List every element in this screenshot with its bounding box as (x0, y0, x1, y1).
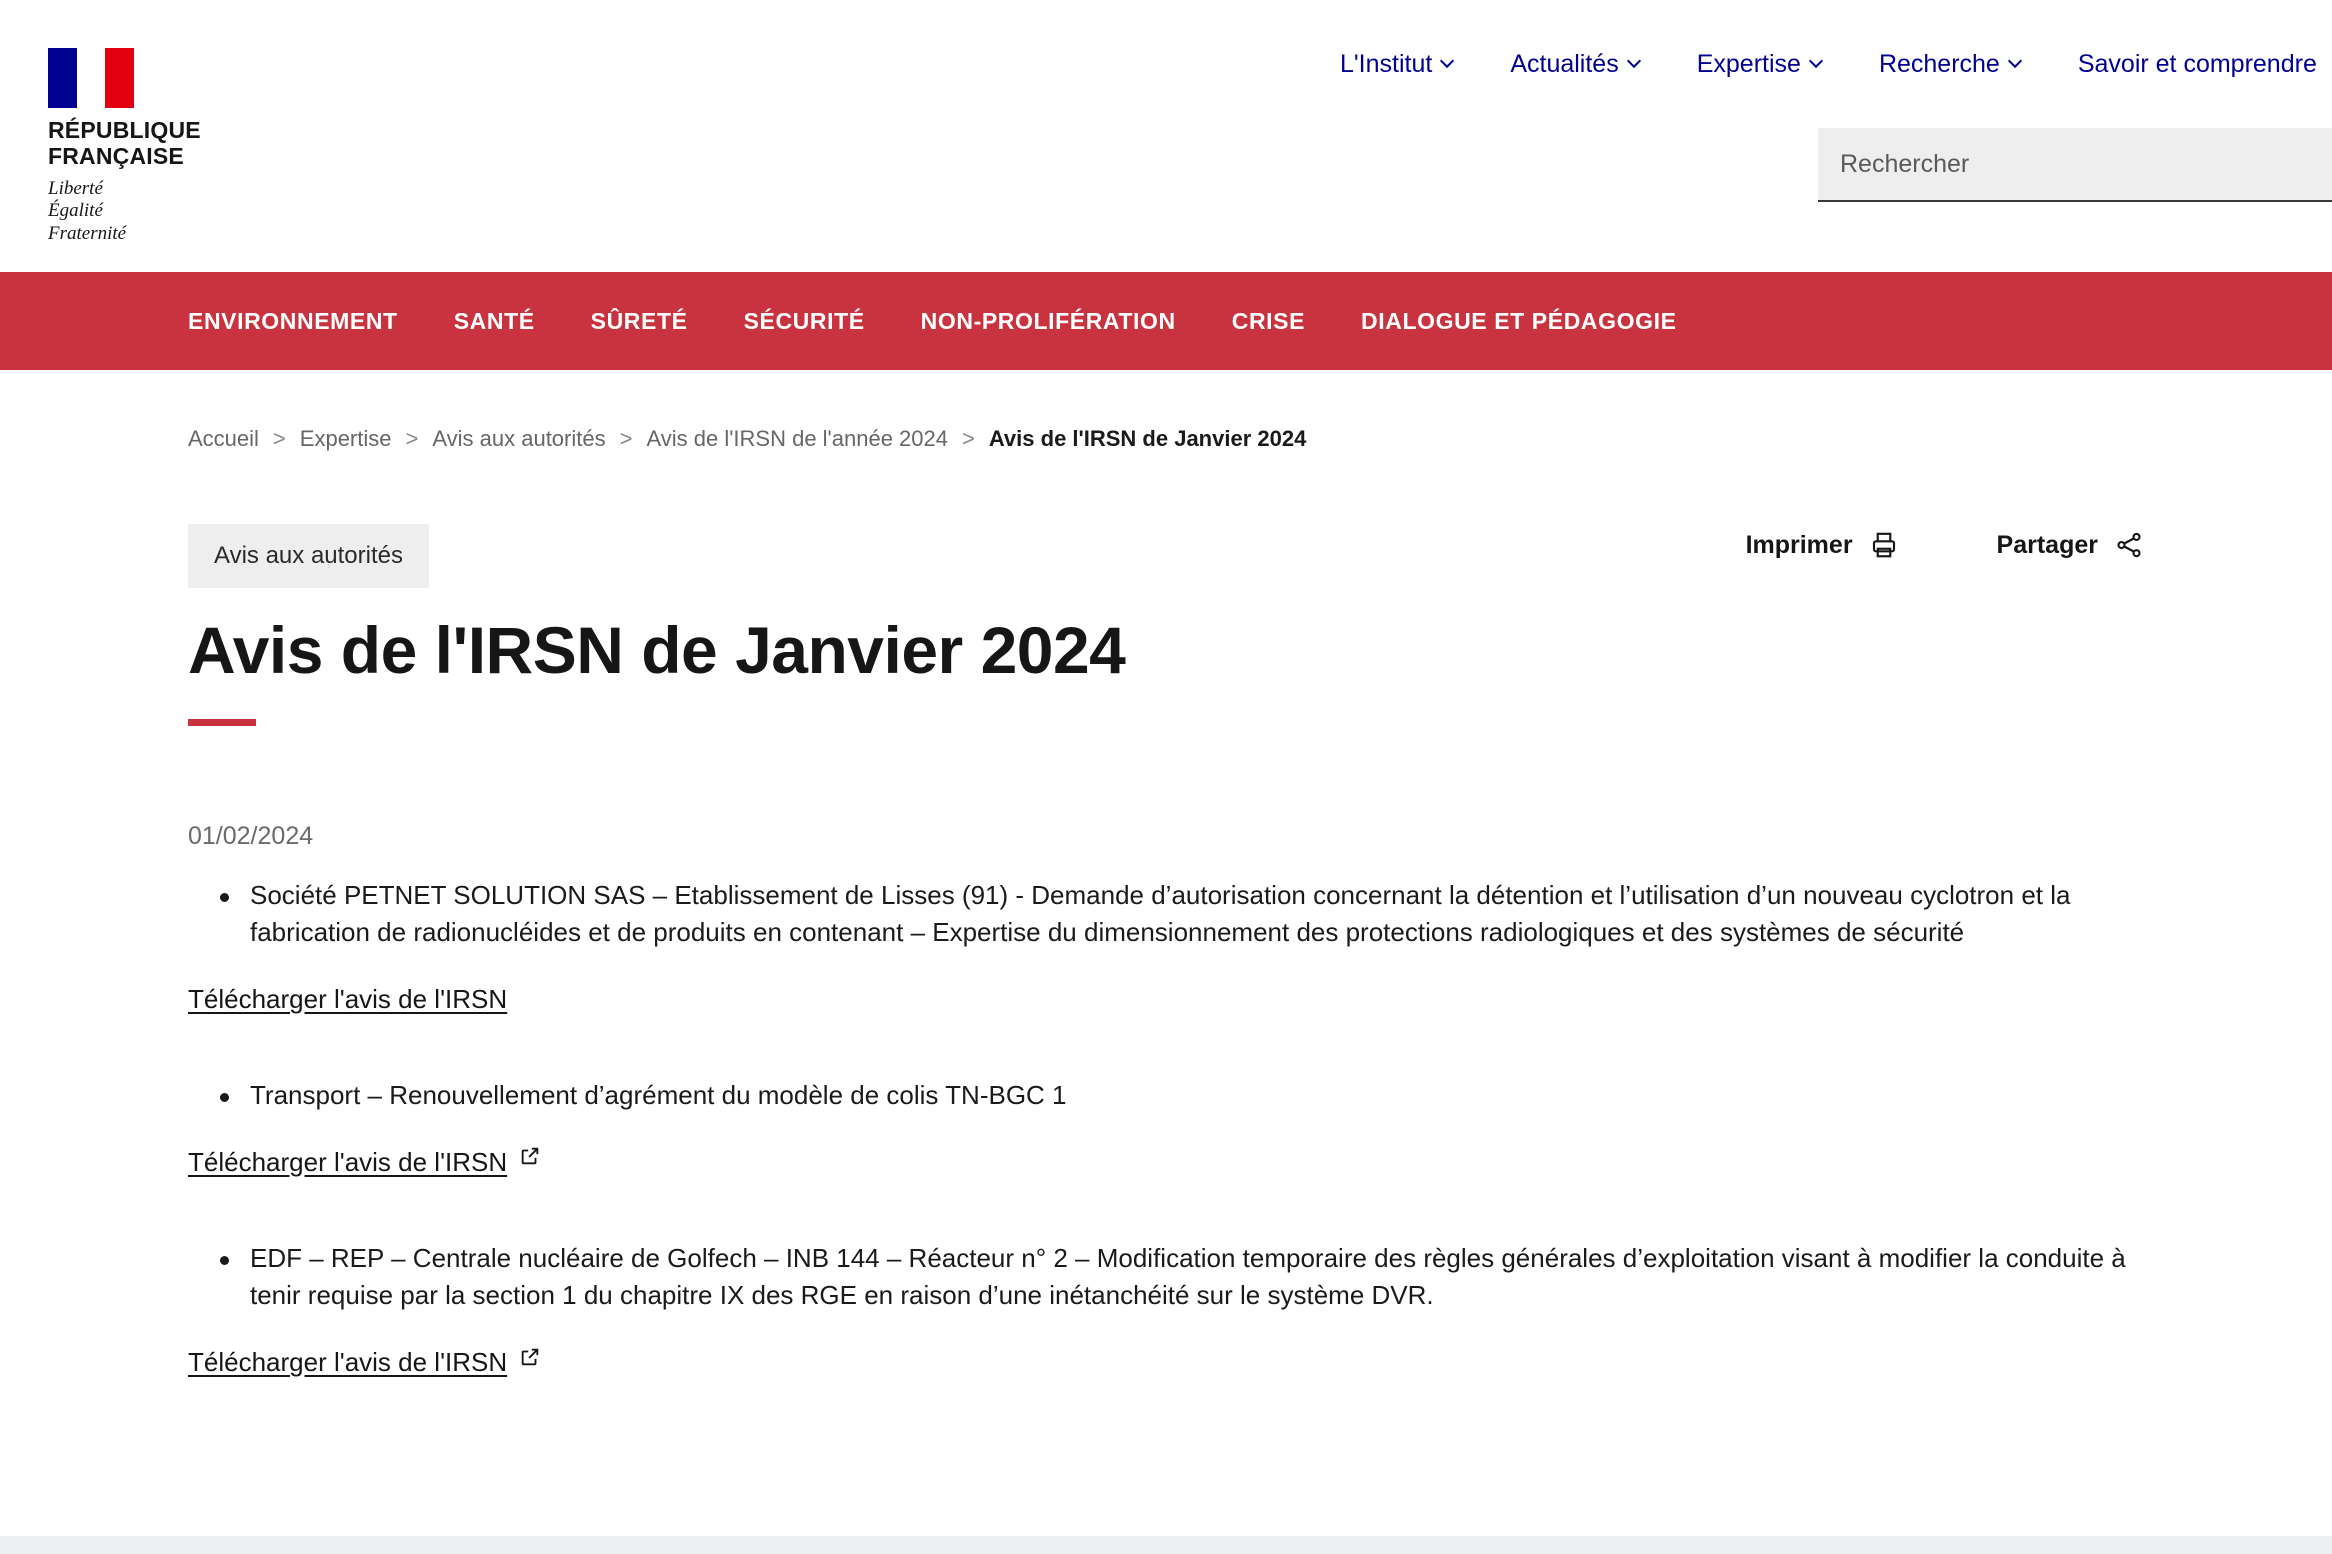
chevron-down-icon (1440, 53, 1454, 67)
article-tag: Avis aux autorités (188, 524, 429, 588)
motto-line-2: Égalité (48, 200, 103, 222)
nav-item-actualites-label: Actualités (1510, 50, 1619, 78)
nav-item-actualites[interactable] (1510, 52, 1638, 77)
list-item: EDF – REP – Centrale nucléaire de Golfech – INB 144 – Réacteur n° 2 – Modification temporaire des règles générales d’exploitation visant à modifier la conduite à tenir requise par la section 1 du chapitre IX des RGE en raison d’une inétanchéité sur le système DVR. (218, 1240, 2148, 1315)
breadcrumb-separator: > (619, 426, 633, 451)
theme-nav-crise[interactable]: CRISE (1231, 307, 1306, 334)
motto-line-3: Fraternité (48, 223, 127, 245)
breadcrumb-separator: > (272, 426, 286, 451)
article-content (0, 452, 2332, 1378)
publication-date: 01/02/2024 (188, 821, 314, 850)
share-label: Partager (1996, 530, 2098, 559)
site-header (0, 0, 2332, 272)
breadcrumb-item-accueil[interactable]: Accueil (188, 426, 259, 451)
spacer (188, 1178, 2212, 1214)
breadcrumb-item-avis-annee-2024[interactable]: Avis de l'IRSN de l'année 2024 (646, 426, 948, 451)
breadcrumb-separator: > (405, 426, 419, 451)
breadcrumb-item-current: Avis de l'IRSN de Janvier 2024 (988, 426, 1307, 451)
download-link-1[interactable] (188, 984, 507, 1015)
nav-item-institut[interactable] (1340, 52, 1452, 77)
theme-nav-surete[interactable]: SÛRETÉ (590, 307, 688, 334)
title-accent-rule (188, 719, 256, 726)
chevron-down-icon (1627, 53, 1641, 67)
breadcrumb (0, 370, 2332, 452)
republique-francaise-logo[interactable] (48, 48, 278, 246)
search-box[interactable] (1818, 128, 2332, 202)
nav-item-expertise[interactable] (1697, 52, 1821, 77)
external-link-icon (519, 1145, 541, 1167)
theme-nav-dialogue-et-pedagogie[interactable]: DIALOGUE ET PÉDAGOGIE (1361, 307, 1677, 334)
download-link-3[interactable] (188, 1347, 541, 1378)
search-input[interactable] (1818, 150, 2332, 179)
list-item: Société PETNET SOLUTION SAS – Etablissement de Lisses (91) - Demande d’autorisation concernant la détention et l’utilisation d’un nouveau cyclotron et la fabrication de radionucléides et de produits en contenant – Expertise du dimensionnement des protections radiologiques et des systèmes de sécurité (218, 877, 2148, 952)
nav-item-recherche-label: Recherche (1878, 50, 2000, 78)
download-link-3-label: Télécharger l'avis de l'IRSN (188, 1347, 508, 1378)
nav-item-recherche[interactable] (1879, 52, 2020, 77)
external-link-icon (519, 1346, 541, 1368)
print-label: Imprimer (1745, 530, 1853, 559)
share-icon (2114, 530, 2144, 560)
french-flag-icon (48, 48, 134, 108)
motto-line-1: Liberté (48, 177, 103, 199)
avis-list-2 (188, 1077, 2212, 1115)
download-link-1-label: Télécharger l'avis de l'IRSN (188, 983, 508, 1014)
nav-item-savoir-label: Savoir et comprendre (2077, 50, 2317, 78)
download-link-2[interactable] (188, 1147, 541, 1178)
list-item: Transport – Renouvellement d’agrément du modèle de colis TN-BGC 1 (218, 1077, 2148, 1115)
theme-nav-non-proliferation[interactable]: NON-PROLIFÉRATION (920, 307, 1176, 334)
page-bottom-strip (0, 1536, 2332, 1554)
printer-icon (1869, 530, 1899, 560)
republic-title: RÉPUBLIQUE FRANÇAISE (48, 117, 201, 169)
avis-list-1 (188, 877, 2212, 952)
primary-nav (1340, 52, 2317, 77)
print-button[interactable] (1746, 530, 1899, 560)
share-button[interactable] (1997, 530, 2144, 560)
theme-nav-securite[interactable]: SÉCURITÉ (743, 307, 865, 334)
chevron-down-icon (1809, 53, 1823, 67)
breadcrumb-separator: > (962, 426, 975, 451)
breadcrumb-item-expertise[interactable]: Expertise (299, 426, 392, 451)
republic-motto (48, 178, 278, 246)
breadcrumb-item-avis-aux-autorites[interactable]: Avis aux autorités (432, 426, 606, 451)
theme-nav-environnement[interactable]: ENVIRONNEMENT (188, 307, 398, 334)
theme-nav-sante[interactable]: SANTÉ (453, 307, 535, 334)
theme-nav (0, 272, 2332, 370)
avis-list-3 (188, 1240, 2212, 1315)
nav-item-expertise-label: Expertise (1696, 50, 1801, 78)
article-actions (1746, 530, 2144, 560)
nav-item-savoir-et-comprendre[interactable] (2078, 52, 2317, 77)
page-title: Avis de l'IRSN de Janvier 2024 (188, 613, 1126, 687)
download-link-2-label: Télécharger l'avis de l'IRSN (188, 1146, 508, 1177)
spacer (188, 1015, 2212, 1051)
chevron-down-icon (2008, 53, 2022, 67)
nav-item-institut-label: L'Institut (1340, 50, 1433, 78)
